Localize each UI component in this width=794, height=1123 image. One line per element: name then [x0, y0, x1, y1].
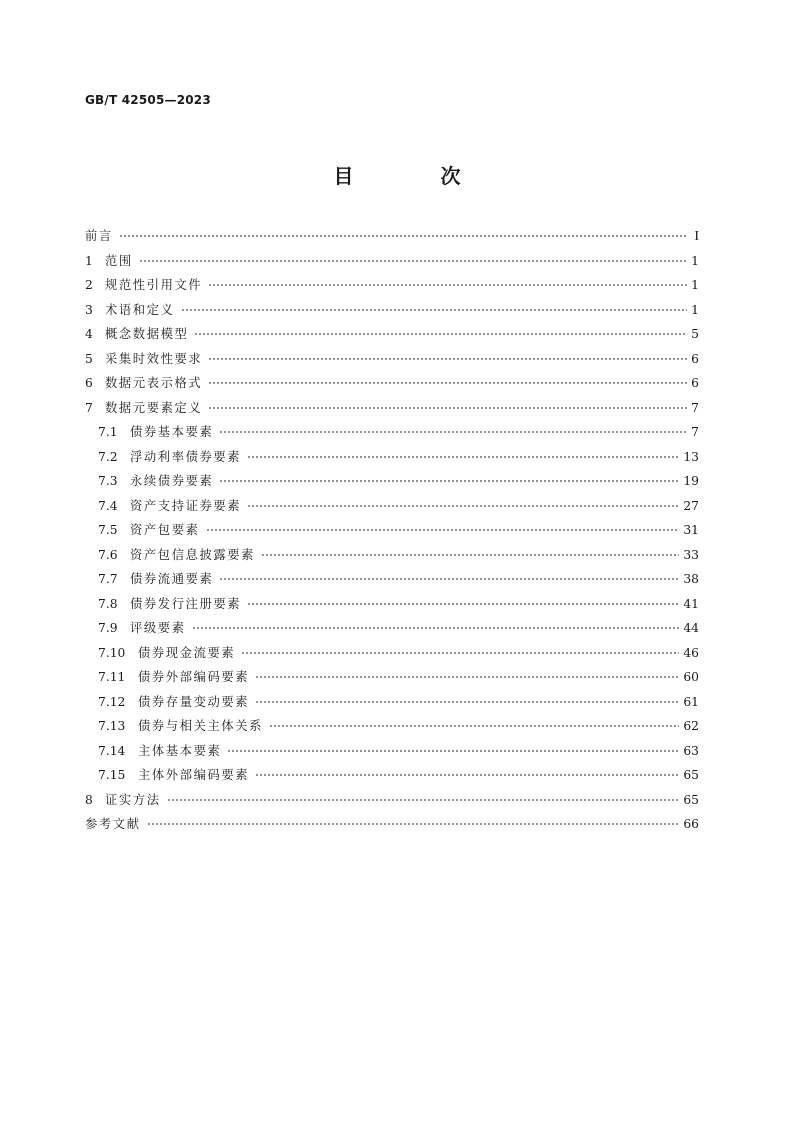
toc-entry-title: 评级要素	[130, 621, 186, 635]
table-of-contents	[85, 226, 699, 839]
toc-entry-number: 7.7	[98, 572, 118, 586]
toc-entry-7-7[interactable]	[85, 569, 699, 594]
toc-entry-title: 资产包要素	[130, 523, 200, 537]
toc-entry-title: 参考文献	[85, 817, 141, 831]
toc-entry-7-5[interactable]	[85, 520, 699, 545]
toc-entry-page: 13	[683, 449, 699, 464]
dot-leader	[208, 279, 687, 289]
dot-leader	[119, 230, 687, 240]
toc-entry-bibliography[interactable]	[85, 814, 699, 839]
toc-entry-title: 债券外部编码要素	[138, 670, 250, 684]
toc-entry-page: 33	[683, 547, 699, 562]
toc-entry-7-12[interactable]	[85, 692, 699, 717]
toc-entry-page: 44	[683, 621, 699, 635]
toc-entry-7-10[interactable]	[85, 643, 699, 668]
toc-entry-title: 术语和定义	[105, 302, 175, 317]
toc-entry-page: I	[694, 229, 699, 244]
dot-leader	[208, 377, 687, 387]
dot-leader	[255, 671, 679, 681]
toc-entry-7-1[interactable]	[85, 422, 699, 447]
toc-entry-page: 60	[683, 670, 699, 684]
toc-entry-4[interactable]	[85, 324, 699, 349]
toc-entry-page: 38	[683, 572, 699, 586]
toc-entry-title: 债券与相关主体关系	[138, 719, 264, 733]
toc-entry-page: 7	[691, 425, 699, 439]
toc-entry-5[interactable]	[85, 349, 699, 374]
toc-entry-foreword[interactable]	[85, 226, 699, 251]
dot-leader	[219, 573, 679, 583]
toc-entry-page: 27	[683, 498, 699, 513]
toc-entry-number: 7.9	[98, 621, 118, 635]
dot-leader	[139, 255, 687, 265]
toc-entry-title: 资产支持证券要素	[130, 498, 242, 513]
toc-entry-number: 7.10	[98, 645, 126, 660]
toc-entry-page: 46	[683, 645, 699, 660]
toc-entry-title: 规范性引用文件	[105, 278, 203, 292]
toc-entry-7-11[interactable]	[85, 667, 699, 692]
toc-entry-page: 5	[691, 327, 699, 341]
toc-entry-1[interactable]	[85, 251, 699, 276]
toc-entry-number: 3	[85, 302, 93, 317]
toc-entry-page: 6	[691, 376, 699, 390]
toc-entry-title: 数据元表示格式	[105, 376, 203, 390]
toc-entry-page: 7	[691, 400, 699, 415]
dot-leader	[227, 745, 679, 755]
toc-entry-page: 65	[683, 768, 699, 782]
toc-entry-title: 采集时效性要求	[105, 351, 203, 366]
dot-leader	[181, 304, 688, 314]
toc-entry-number: 7.6	[98, 547, 118, 562]
toc-entry-7-15[interactable]	[85, 765, 699, 790]
dot-leader	[269, 720, 679, 730]
toc-entry-title: 债券基本要素	[130, 425, 214, 439]
toc-entry-number: 5	[85, 351, 93, 366]
toc-entry-title: 浮动利率债券要素	[130, 449, 242, 464]
toc-entry-7-6[interactable]	[85, 545, 699, 570]
toc-entry-6[interactable]	[85, 373, 699, 398]
toc-entry-number: 7	[85, 400, 93, 415]
toc-entry-title: 范围	[105, 253, 133, 268]
toc-entry-number: 7.2	[98, 449, 118, 464]
toc-entry-title: 债券现金流要素	[138, 645, 236, 660]
dot-leader	[247, 451, 679, 461]
toc-entry-title: 数据元要素定义	[105, 400, 203, 415]
toc-entry-page: 1	[691, 278, 699, 292]
dot-leader	[194, 328, 687, 338]
dot-leader	[219, 475, 679, 485]
dot-leader	[247, 500, 679, 510]
toc-entry-title: 资产包信息披露要素	[130, 547, 256, 562]
toc-entry-number: 7.14	[98, 743, 126, 758]
toc-entry-title: 永续债券要素	[130, 474, 214, 488]
toc-entry-number: 7.5	[98, 523, 118, 537]
toc-entry-number: 7.11	[98, 670, 126, 684]
toc-entry-number: 7.15	[98, 768, 126, 782]
toc-entry-title: 证实方法	[105, 792, 161, 807]
toc-entry-title: 债券流通要素	[130, 572, 214, 586]
toc-entry-7-4[interactable]	[85, 496, 699, 521]
toc-entry-number: 7.4	[98, 498, 118, 513]
dot-leader	[167, 794, 680, 804]
toc-entry-number: 8	[85, 792, 93, 807]
toc-entry-title: 主体基本要素	[138, 743, 222, 758]
toc-entry-number: 7.1	[98, 425, 118, 439]
page-title: 目 次	[333, 164, 501, 188]
toc-entry-number: 7.13	[98, 719, 126, 733]
toc-entry-7[interactable]	[85, 398, 699, 423]
toc-entry-page: 41	[683, 596, 699, 611]
dot-leader	[206, 524, 680, 534]
toc-entry-number: 7.3	[98, 474, 118, 488]
toc-entry-title: 前言	[85, 229, 113, 243]
dot-leader	[261, 549, 679, 559]
toc-entry-page: 61	[683, 694, 699, 709]
dot-leader	[219, 426, 687, 436]
dot-leader	[241, 647, 679, 657]
dot-leader	[147, 818, 680, 828]
toc-entry-page: 1	[691, 253, 699, 268]
toc-entry-title: 债券发行注册要素	[130, 596, 242, 611]
toc-entry-number: 1	[85, 253, 93, 268]
toc-entry-7-8[interactable]	[85, 594, 699, 619]
toc-entry-page: 19	[683, 474, 699, 488]
toc-entry-7-9[interactable]	[85, 618, 699, 643]
toc-entry-title: 债券存量变动要素	[138, 694, 250, 709]
toc-entry-page: 62	[683, 719, 699, 733]
dot-leader	[192, 622, 680, 632]
dot-leader	[255, 696, 679, 706]
toc-entry-title: 主体外部编码要素	[138, 768, 250, 782]
toc-entry-page: 66	[683, 817, 699, 831]
toc-entry-page: 6	[691, 351, 699, 366]
toc-entry-number: 4	[85, 327, 93, 341]
toc-entry-3[interactable]	[85, 300, 699, 325]
toc-entry-8[interactable]	[85, 790, 699, 815]
toc-entry-7-13[interactable]	[85, 716, 699, 741]
toc-entry-7-3[interactable]	[85, 471, 699, 496]
toc-entry-number: 2	[85, 278, 93, 292]
toc-entry-title: 概念数据模型	[105, 327, 189, 341]
toc-entry-page: 1	[691, 302, 699, 317]
dot-leader	[247, 598, 679, 608]
toc-entry-7-2[interactable]	[85, 447, 699, 472]
dot-leader	[208, 353, 687, 363]
toc-entry-2[interactable]	[85, 275, 699, 300]
toc-entry-page: 65	[683, 792, 699, 807]
toc-entry-number: 6	[85, 376, 93, 390]
standard-code: GB/T 42505—2023	[85, 93, 211, 107]
toc-entry-7-14[interactable]	[85, 741, 699, 766]
toc-entry-number: 7.8	[98, 596, 118, 611]
toc-entry-page: 63	[683, 743, 699, 758]
toc-entry-page: 31	[683, 523, 699, 537]
dot-leader	[208, 402, 687, 412]
toc-entry-number: 7.12	[98, 694, 126, 709]
dot-leader	[255, 769, 679, 779]
